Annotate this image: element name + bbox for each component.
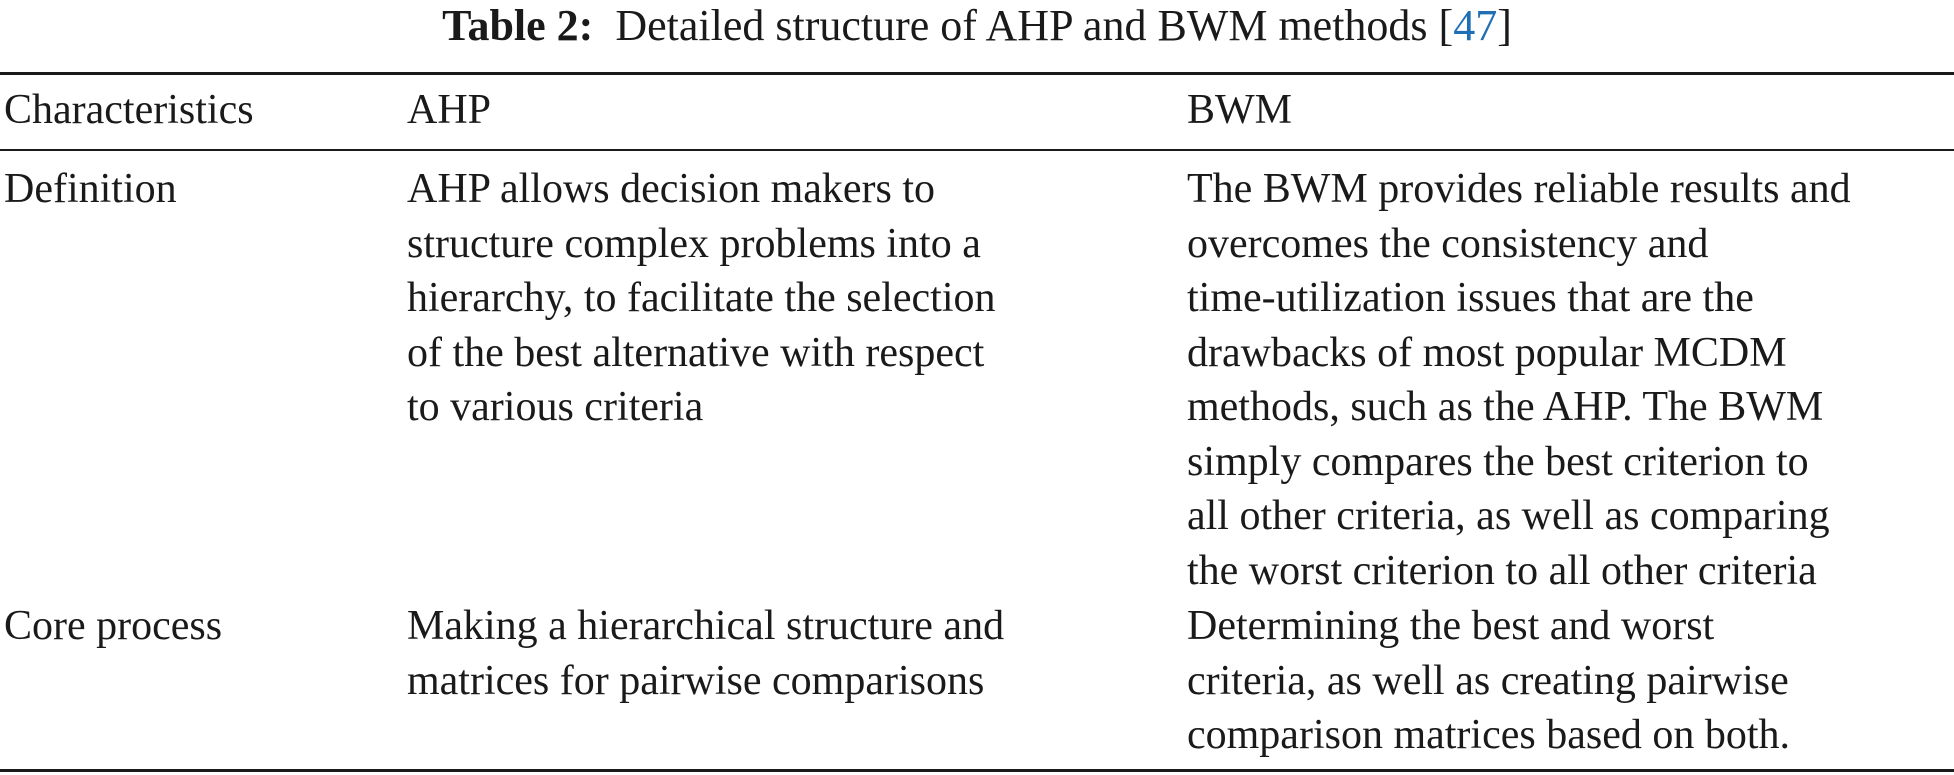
table-cell-ahp: Making a hierarchical structure and matrices for pairwise comparisons xyxy=(407,603,1005,704)
table-cell-bwm: Determining the best and worst criteria, as well as creating pairwise comparison matrices based on both. xyxy=(1187,603,1791,758)
column-header-ahp: AHP xyxy=(407,87,492,133)
table-caption-label: Table 2: xyxy=(442,1,594,50)
table-bottom-rule xyxy=(0,769,1954,772)
table-caption-close: ] xyxy=(1497,1,1512,50)
column-header-bwm: BWM xyxy=(1187,87,1292,133)
table-caption-text: Detailed structure of AHP and BWM methods [ xyxy=(615,1,1454,50)
table-header-rule xyxy=(0,149,1954,151)
table-top-rule xyxy=(0,72,1954,75)
table-cell-bwm: The BWM provides reliable results and overcomes the consistency and time-utilization issues that are the drawbacks of most popular MCDM methods, such as the AHP. The BWM simply compares the best criterion to all other criteria, as well as comparing the worst criterion to all other criteria xyxy=(1187,166,1851,594)
table-cell-characteristic: Core process xyxy=(4,603,223,649)
table-caption xyxy=(0,0,1954,52)
reference-link[interactable]: 47 xyxy=(1453,1,1498,50)
column-header-characteristics: Characteristics xyxy=(4,87,254,133)
table-cell-characteristic: Definition xyxy=(4,166,177,212)
table-cell-ahp: AHP allows decision makers to structure complex problems into a hierarchy, to facilitate the selection of the best alternative with respect to various criteria xyxy=(407,166,996,430)
